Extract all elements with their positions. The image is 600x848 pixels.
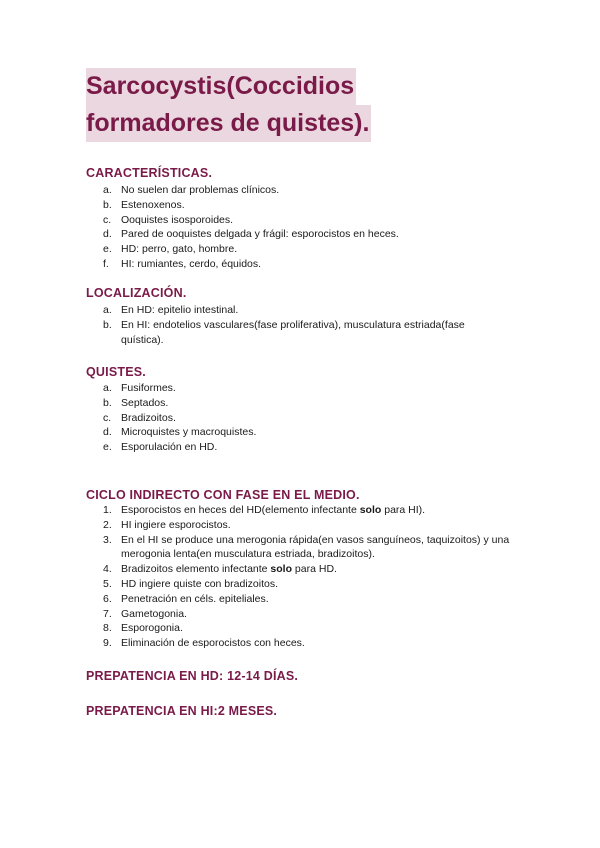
list-marker: 3. bbox=[103, 533, 112, 546]
list-ciclo-indirecto bbox=[86, 503, 526, 651]
list-item bbox=[86, 396, 526, 411]
list-item bbox=[86, 227, 526, 242]
list-item-text: HD: perro, gato, hombre. bbox=[121, 243, 238, 256]
list-item-text: Gametogonia. bbox=[121, 607, 187, 620]
section-heading-caracteristicas: CARACTERÍSTICAS. bbox=[86, 166, 213, 180]
list-marker: b. bbox=[103, 396, 112, 409]
list-item-text: Esporogonia. bbox=[121, 622, 183, 635]
list-item bbox=[86, 425, 526, 440]
list-item-text: HI ingiere esporocistos. bbox=[121, 518, 231, 531]
list-item-text: Septados. bbox=[121, 396, 169, 409]
list-item-text: para HI). bbox=[381, 504, 426, 516]
list-marker: 6. bbox=[103, 592, 112, 605]
list-item bbox=[86, 562, 526, 577]
list-item-text: En HD: epitelio intestinal. bbox=[121, 304, 239, 316]
list-item bbox=[86, 607, 526, 622]
list-marker: e. bbox=[103, 441, 112, 454]
list-item bbox=[86, 381, 526, 396]
list-item bbox=[86, 518, 526, 533]
list-item-text: Penetración en céls. epiteliales. bbox=[121, 592, 269, 605]
title-line-2: formadores de quistes). bbox=[86, 105, 371, 142]
list-item-text: HD ingiere quiste con bradizoitos. bbox=[121, 577, 278, 590]
list-item-text: Eliminación de esporocistos con heces. bbox=[121, 637, 305, 650]
list-marker: b. bbox=[103, 318, 112, 331]
list-item bbox=[86, 257, 526, 272]
list-item-text: Ooquistes isosporoides. bbox=[121, 213, 234, 226]
list-item bbox=[86, 440, 526, 455]
list-item bbox=[86, 592, 526, 607]
list-marker: d. bbox=[103, 426, 112, 439]
list-item bbox=[86, 411, 526, 426]
list-item bbox=[86, 621, 526, 636]
list-item bbox=[86, 242, 526, 257]
list-item-text: En HI: endotelios vasculares(fase proliferativa), musculatura estriada(fase quística). bbox=[121, 318, 465, 346]
list-marker: a. bbox=[103, 304, 112, 316]
list-marker: 4. bbox=[103, 563, 112, 576]
prepatencia-hd-heading: PREPATENCIA EN HD: 12-14 DÍAS. bbox=[86, 669, 299, 683]
list-item bbox=[86, 577, 526, 592]
list-item-text: En el HI se produce una merogonia rápida(en vasos sanguíneos, taquizoitos) y una merogonia lenta(en musculatura estriada, bradizoitos). bbox=[121, 533, 510, 561]
list-item-text: HI: rumiantes, cerdo, équidos. bbox=[121, 257, 262, 270]
list-item-text: Estenoxenos. bbox=[121, 198, 185, 211]
list-marker: b. bbox=[103, 198, 112, 211]
title-line-1: Sarcocystis(Coccidios bbox=[86, 68, 356, 105]
list-item bbox=[86, 533, 526, 563]
list-item-text: para HD. bbox=[292, 563, 337, 576]
prepatencia-hi-heading: PREPATENCIA EN HI:2 MESES. bbox=[86, 704, 278, 718]
list-caracteristicas bbox=[86, 183, 526, 272]
list-item-text: No suelen dar problemas clínicos. bbox=[121, 184, 280, 196]
list-item-text: Microquistes y macroquistes. bbox=[121, 426, 257, 439]
list-item bbox=[86, 198, 526, 213]
list-marker: 8. bbox=[103, 622, 112, 635]
list-item bbox=[86, 303, 506, 318]
list-item bbox=[86, 318, 506, 348]
document-title bbox=[86, 68, 371, 142]
list-marker: 9. bbox=[103, 637, 112, 650]
list-quistes bbox=[86, 381, 526, 455]
list-item-text: Esporocistos en heces del HD(elemento infectante bbox=[121, 504, 360, 516]
list-marker: 5. bbox=[103, 577, 112, 590]
list-item bbox=[86, 213, 526, 228]
list-marker: f. bbox=[103, 257, 109, 270]
section-heading-localizacion: LOCALIZACIÓN. bbox=[86, 286, 187, 300]
list-item bbox=[86, 503, 526, 518]
list-marker: e. bbox=[103, 243, 112, 256]
list-marker: 7. bbox=[103, 607, 112, 620]
section-heading-quistes: QUISTES. bbox=[86, 365, 146, 379]
list-item-text: Fusiformes. bbox=[121, 382, 176, 394]
list-item bbox=[86, 183, 526, 198]
section-heading-ciclo-indirecto: CICLO INDIRECTO CON FASE EN EL MEDIO. bbox=[86, 488, 360, 502]
list-marker: c. bbox=[103, 411, 112, 424]
list-item-text: Pared de ooquistes delgada y frágil: esporocistos en heces. bbox=[121, 228, 399, 241]
list-item-text: Bradizoitos elemento infectante bbox=[121, 563, 271, 576]
list-marker: d. bbox=[103, 228, 112, 241]
list-item-bold: solo bbox=[359, 504, 382, 516]
list-item-text: Esporulación en HD. bbox=[121, 441, 218, 454]
list-marker: c. bbox=[103, 213, 112, 226]
list-marker: a. bbox=[103, 382, 112, 394]
list-item-text: Bradizoitos. bbox=[121, 411, 176, 424]
list-item bbox=[86, 636, 526, 651]
list-item-bold: solo bbox=[270, 563, 293, 576]
list-marker: a. bbox=[103, 184, 112, 196]
list-localizacion bbox=[86, 303, 506, 347]
list-marker: 2. bbox=[103, 518, 112, 531]
list-marker: 1. bbox=[103, 504, 112, 516]
